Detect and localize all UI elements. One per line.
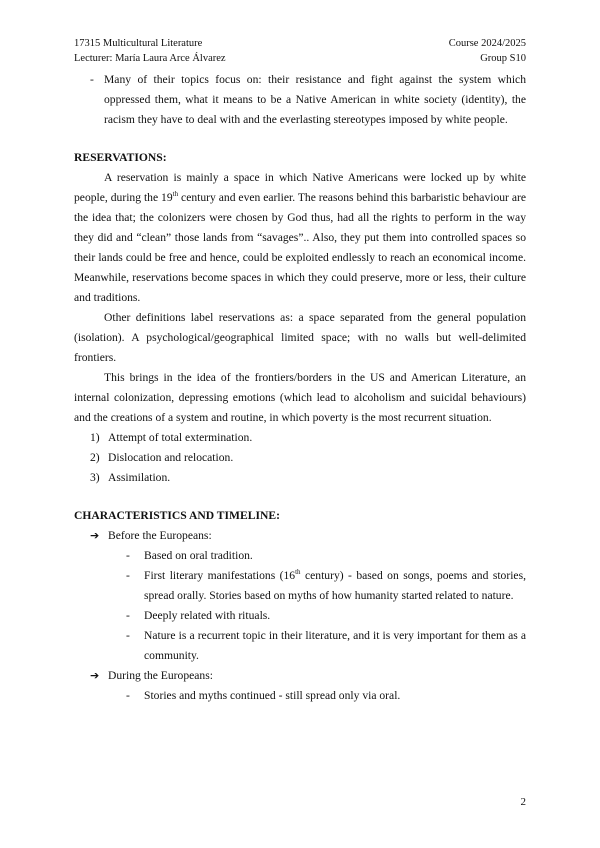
dash-marker: -	[126, 689, 130, 702]
reservations-paragraph-3: This brings in the idea of the frontiers/borders in the US and American Literature, an internal colonization, depressing emotions (which lead to alcoholism and suicidal behaviours) and the creations of a system and routine, in which poverty is the most recurrent situation.	[74, 371, 526, 424]
i2-text-after: century) - based on songs, poems and stories, spread orally. Stories based on myths of how humanity started related to nature.	[144, 569, 526, 602]
p1-superscript: th	[172, 190, 179, 199]
sub-bullet	[74, 566, 526, 606]
sub-bullet-text: Stories and myths continued - still spread only via oral.	[144, 689, 401, 702]
dash-marker: -	[90, 73, 94, 86]
sub-bullet	[74, 686, 526, 706]
during-europeans-label: During the Europeans:	[108, 669, 213, 682]
dash-marker: -	[126, 549, 130, 562]
numbered-item	[74, 448, 526, 468]
item-number: 2)	[90, 451, 100, 464]
numbered-item	[74, 468, 526, 488]
p1-text-after: century and even earlier. The reasons behind this barbaristic behaviour are the idea that; the colonizers were chosen by God thus, had all the rights to perform in the way they did and “clean” those lands from “savages”.. Also, they put them into controlled spaces so their lands could be free and hence, could be exploited endlessly to reach an economical income. Meanwhile, reservations become spaces in which they could preserve, more or less, their culture and traditions.	[74, 191, 527, 304]
sub-bullet	[74, 606, 526, 626]
reservations-paragraph-1	[74, 168, 526, 308]
dash-marker: -	[126, 569, 130, 582]
sub-bullet-text	[144, 569, 526, 602]
sub-bullet-text: Nature is a recurrent topic in their literature, and it is very important for them as a community.	[144, 629, 526, 662]
document-body	[74, 70, 526, 706]
intro-bullet-text: Many of their topics focus on: their resistance and fight against the system which oppressed them, what it means to be a Native American in white society (identity), the racism they have to deal with and the everlasting stereotypes imposed by white people.	[104, 73, 526, 126]
dash-marker: -	[126, 609, 130, 622]
course-code: 17315 Multicultural Literature	[74, 38, 203, 49]
group-label: Group S10	[480, 53, 526, 64]
reservations-heading: RESERVATIONS:	[74, 151, 167, 164]
i2-superscript: th	[295, 568, 301, 577]
numbered-item	[74, 428, 526, 448]
sub-bullet-text: Deeply related with rituals.	[144, 609, 271, 622]
reservations-paragraph-2: Other definitions label reservations as: a space separated from the general population (isolation). A psychological/geographical limited space; with no walls but well-delimited frontiers.	[74, 311, 526, 364]
course-year: Course 2024/2025	[448, 38, 526, 49]
page-number: 2	[520, 796, 526, 808]
item-number: 1)	[90, 431, 100, 444]
lecturer: Lecturer: María Laura Arce Álvarez	[74, 53, 226, 64]
item-text: Assimilation.	[108, 471, 171, 484]
arrow-icon: ➔	[90, 669, 100, 682]
arrow-icon: ➔	[90, 529, 100, 542]
timeline-heading: CHARACTERISTICS AND TIMELINE:	[74, 509, 280, 522]
dash-marker: -	[126, 629, 130, 642]
sub-bullet-text: Based on oral tradition.	[144, 549, 253, 562]
p1-text-before: A reservation is mainly a space in which Native Americans were locked up by white people, during the 19	[74, 171, 526, 204]
item-text: Dislocation and relocation.	[108, 451, 234, 464]
sub-bullet	[74, 546, 526, 566]
intro-bullet	[74, 70, 526, 130]
item-text: Attempt of total extermination.	[108, 431, 253, 444]
before-europeans-item	[74, 526, 526, 546]
during-europeans-item	[74, 666, 526, 686]
before-europeans-label: Before the Europeans:	[108, 529, 212, 542]
i2-text-before: First literary manifestations (16	[144, 569, 296, 582]
page-header	[74, 36, 526, 66]
sub-bullet	[74, 626, 526, 666]
item-number: 3)	[90, 471, 100, 484]
